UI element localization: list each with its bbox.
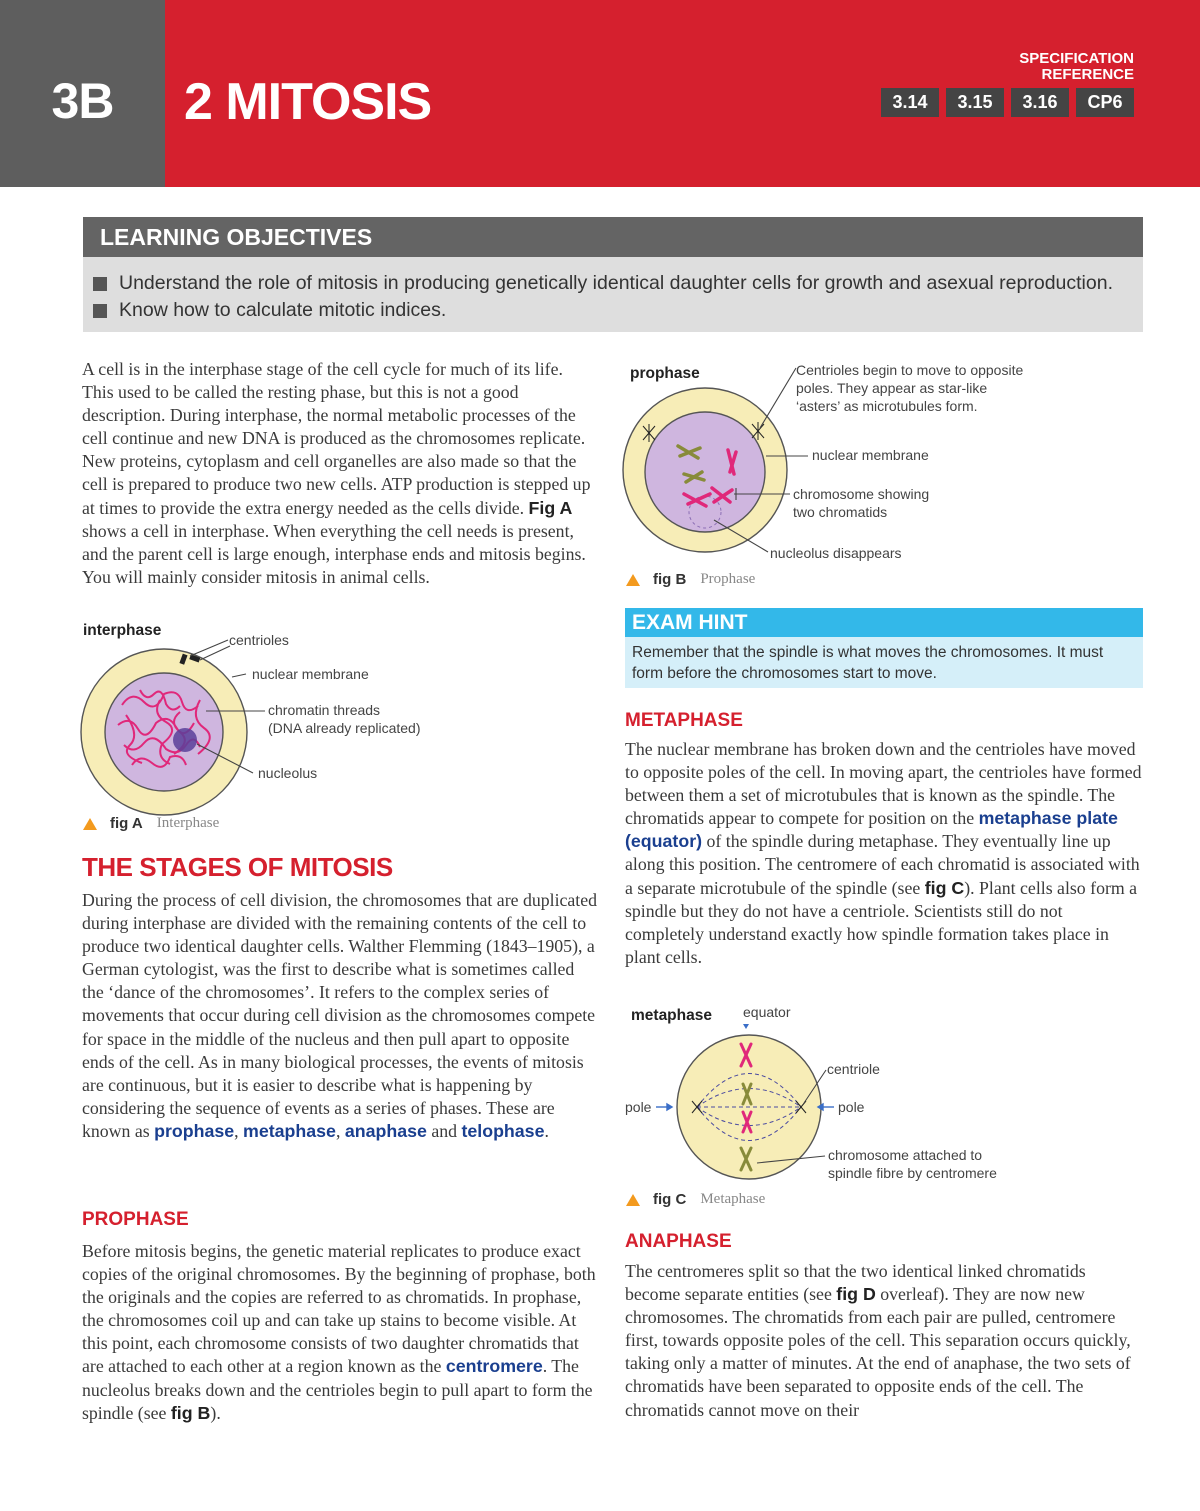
fig-b-label-chromosome-line1: chromosome showing: [793, 486, 930, 502]
fig-c-label-pole-right: pole: [838, 1099, 865, 1115]
fig-c-reference: fig C: [924, 877, 965, 898]
fig-c-caption-number: fig C: [653, 1191, 687, 1208]
anaphase-text: The centromeres split so that the two identical linked chromatids become separate entities (see: [625, 1261, 1086, 1305]
intro-text: shows a cell in interphase. When everything the cell needs is present, and the parent cell is large enough, interphase ends and mitosis begins. You will mainly consider mitosis in animal cells.: [82, 520, 586, 587]
equator-arrow-icon: [743, 1024, 749, 1029]
triangle-icon: [626, 1194, 640, 1206]
stages-end: .: [544, 1120, 549, 1141]
keyword-telophase: telophase: [461, 1120, 545, 1141]
intro-text: A cell is in the interphase stage of the cell cycle for much of its life. This used to be called the resting phase, but this is not a good description. During interphase, the normal metabolic processes of the cell continue and new DNA is produced as the chromosomes replicate. New proteins, cytoplasm and cell organelles are also made so that the cell is prepared to produce two new cells. ATP production is stepped up at times to provide the extra energy needed as the cells divide.: [82, 359, 591, 518]
keyword-metaphase-plate: metaphase plate (equator): [625, 808, 1118, 852]
metaphase-text: ). Plant cells also form a spindle but they do not have a centriole. Scientists still do not completely understand exactly how spindle formation takes place in plant cells.: [625, 877, 1138, 967]
anaphase-text: overleaf). They are now new chromosomes. The chromatids from each pair are pulled, centromere first, towards opposite poles of the cell. This separation occurs quickly, taking only a matter of minutes. At the end of anaphase, the two sets of chromatids have been separated to opposite ends of the cell. The chromatids cannot move on their: [625, 1284, 1131, 1420]
fig-b-label-centrioles-line2: poles. They appear as star-like: [796, 380, 988, 396]
fig-c-label-chromosome: [828, 1146, 997, 1182]
fig-a-caption-name: Interphase: [156, 815, 220, 831]
prophase-heading: PROPHASE: [82, 1209, 189, 1230]
arrow-right-icon: [667, 1104, 672, 1110]
spec-label-line1: SPECIFICATION: [1019, 50, 1134, 67]
fig-b-label-chromosome-line2: two chromatids: [793, 504, 888, 520]
prophase-text: Before mitosis begins, the genetic material replicates to produce exact copies of the original chromosomes. By the beginning of prophase, both the originals and the copies are referred to as chromatids. In prophase, the chromosomes coil up and can take up stains to become visible. At this point, each chromosome consists of two daughter chromatids that are attached to each other at a region known as the: [82, 1241, 596, 1377]
stages-sep: ,: [234, 1120, 244, 1141]
fig-b-label-nuclear-membrane: nuclear membrane: [812, 447, 929, 463]
fig-a-label-chromatin-line1: chromatin threads: [268, 702, 381, 718]
stages-heading: THE STAGES OF MITOSIS: [82, 852, 393, 882]
spec-ref-badge: CP6: [1076, 88, 1134, 117]
chapter-code: 3B: [51, 73, 114, 129]
fig-c-label-chromosome-line1: chromosome attached to: [828, 1147, 983, 1163]
fig-c-label-chromosome-line2: spindle fibre by centromere: [828, 1165, 997, 1181]
fig-c-label-centriole: centriole: [827, 1061, 880, 1077]
spec-ref-badge: 3.14: [881, 88, 939, 117]
fig-b-label-centrioles-line1: Centrioles begin to move to opposite: [796, 362, 1024, 378]
fig-a-label-chromatin-line2: (DNA already replicated): [268, 720, 421, 736]
keyword-metaphase: metaphase: [243, 1120, 336, 1141]
prophase-text: ).: [210, 1402, 221, 1423]
fig-c-caption: [626, 1191, 765, 1208]
metaphase-heading: METAPHASE: [625, 710, 743, 731]
fig-c-title: metaphase: [631, 1007, 712, 1024]
metaphase-text: of the spindle during metaphase. They eventually line up along this position. The centromere of each chromatid is associated with a separate microtubule of the spindle (see: [625, 831, 1140, 898]
fig-c-caption-name: Metaphase: [700, 1191, 766, 1207]
fig-b-caption-name: Prophase: [700, 571, 756, 587]
fig-a-caption-number: fig A: [110, 815, 143, 832]
fig-a-label-nuclear-membrane: nuclear membrane: [252, 666, 369, 682]
learning-objective-text: Know how to calculate mitotic indices.: [119, 299, 447, 321]
learning-objective-text: Understand the role of mitosis in producing genetically identical daughter cells for growth and asexual reproduction.: [119, 272, 1113, 294]
stages-sep: ,: [335, 1120, 345, 1141]
exam-hint-title: EXAM HINT: [625, 608, 1143, 637]
stages-text: During the process of cell division, the chromosomes that are duplicated during interphase are divided with the remaining contents of the cell to produce two identical daughter cells. Walther Flemming (1843–1905), a German cytologist, was the first to describe what is sometimes called the ‘dance of the chromosomes’. It refers to the complex series of movements that occur during cell division as the chromosomes compete for space in the middle of the nucleus and then pull apart to opposite ends of the cell. As in many biological processes, the events of mitosis are continuous, but it is easier to describe what is happening by considering the sequence of events as a series of phases. These are known as: [82, 890, 598, 1141]
keyword-centromere: centromere: [445, 1356, 543, 1377]
fig-b-label-nucleolus: nucleolus disappears: [770, 545, 902, 561]
stages-sep: and: [426, 1120, 462, 1141]
fig-a-reference: Fig A: [528, 497, 573, 518]
keyword-prophase: prophase: [154, 1120, 235, 1141]
fig-a-title: interphase: [83, 622, 162, 639]
learning-objectives-title: LEARNING OBJECTIVES: [83, 217, 1143, 257]
chapter-title: 2 MITOSIS: [184, 73, 432, 131]
fig-c-label-equator: equator: [743, 1004, 791, 1020]
spec-ref-badge: 3.15: [946, 88, 1004, 117]
fig-d-reference: fig D: [836, 1284, 876, 1305]
fig-b-caption-number: fig B: [653, 571, 687, 588]
fig-b-reference: fig B: [170, 1402, 211, 1423]
fig-a-label-centrioles: centrioles: [229, 632, 289, 648]
fig-b-title: prophase: [630, 365, 700, 382]
fig-a-label-nucleolus: nucleolus: [258, 765, 318, 781]
fig-c-label-pole-left: pole: [625, 1099, 652, 1115]
spec-label-line2: REFERENCE: [1041, 66, 1134, 83]
fig-b-label-centrioles-line3: ‘asters’ as microtubules form.: [796, 398, 978, 414]
spec-ref-badge: 3.16: [1011, 88, 1069, 117]
exam-hint-text: Remember that the spindle is what moves the chromosomes. It must form before the chromosomes start to move.: [625, 637, 1143, 688]
prophase-text: . The nucleolus breaks down and the centrioles begin to pull apart to form the spindle (see: [82, 1356, 593, 1423]
anaphase-paragraph: [625, 1260, 1143, 1422]
keyword-anaphase: anaphase: [344, 1120, 427, 1141]
metaphase-text: The nuclear membrane has broken down and the centrioles have moved to opposite poles of the cell. In moving apart, the centrioles have formed between them a set of microtubules that is known as the spindle. The chromatids appear to compete for position on the: [625, 739, 1142, 829]
anaphase-heading: ANAPHASE: [625, 1231, 732, 1252]
